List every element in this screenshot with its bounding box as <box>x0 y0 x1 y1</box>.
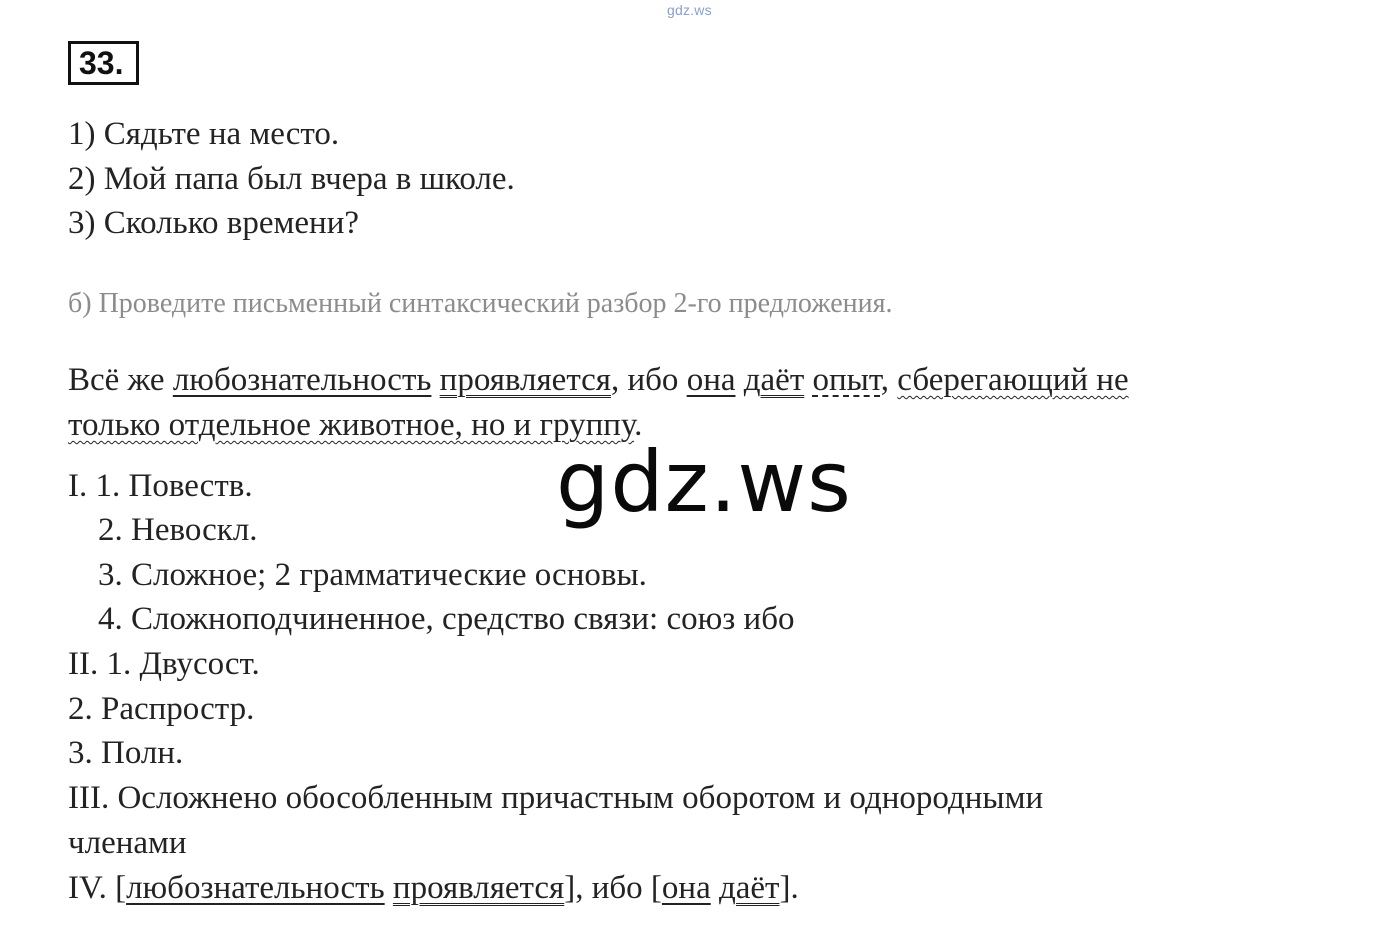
sentence-2: 2) Мой папа был вчера в школе. <box>68 161 515 197</box>
scheme-space <box>711 870 719 906</box>
scheme-predicate-1: проявляется <box>392 870 565 906</box>
analysis-item: 3. Полн. <box>68 735 184 771</box>
scheme-text: ], ибо [ <box>564 870 662 906</box>
analysis-item: III. Осложнено обособленным причастным оборотом и однородными <box>68 780 1044 816</box>
analysis-item: II. 1. Двусост. <box>68 646 260 682</box>
parsed-sentence-line-1 <box>68 364 1129 397</box>
subject-2: она <box>686 362 736 398</box>
analysis-item: 4. Сложноподчиненное, средство связи: союз ибо <box>98 601 795 637</box>
subject-1: любознательность <box>172 362 432 398</box>
predicate-1: проявляется <box>439 362 611 398</box>
predicate-2: даёт <box>743 362 805 398</box>
watermark-top: gdz.ws <box>667 2 712 18</box>
sentence-space <box>804 362 812 398</box>
analysis-item: членами <box>68 825 187 861</box>
exercise-number: 33. <box>68 41 139 85</box>
scheme-subject-1: любознательность <box>126 870 385 906</box>
object: опыт <box>812 362 881 398</box>
sentence-scheme <box>68 872 799 905</box>
analysis-item: I. 1. Повеств. <box>68 468 253 504</box>
scheme-subject-2: она <box>661 870 711 906</box>
sentence-text: Всё же <box>68 362 173 398</box>
sentence-1: 1) Сядьте на место. <box>68 116 340 152</box>
scheme-text: ]. <box>779 870 799 906</box>
analysis-item: 3. Сложное; 2 грамматические основы. <box>98 557 647 593</box>
watermark-center: gdz.ws <box>556 433 852 531</box>
sentence-text: , <box>880 362 898 398</box>
sentence-3: 3) Сколько времени? <box>68 205 360 241</box>
sentence-text: , ибо <box>610 362 687 398</box>
participial-phrase-part-1: сберегающий не <box>897 362 1129 398</box>
analysis-item: 2. Распростр. <box>68 691 255 727</box>
scheme-text: IV. [ <box>68 870 127 906</box>
scheme-predicate-2: даёт <box>718 870 780 906</box>
task-instruction: б) Проведите письменный синтаксический разбор 2-го предложения. <box>68 288 893 319</box>
participial-phrase-part-2: только отдельное животное, но и группу <box>68 407 635 443</box>
analysis-item: 2. Невоскл. <box>98 512 258 548</box>
scheme-space <box>385 870 393 906</box>
sentence-space <box>736 362 744 398</box>
sentence-space <box>431 362 439 398</box>
sentence-text: . <box>634 407 643 443</box>
